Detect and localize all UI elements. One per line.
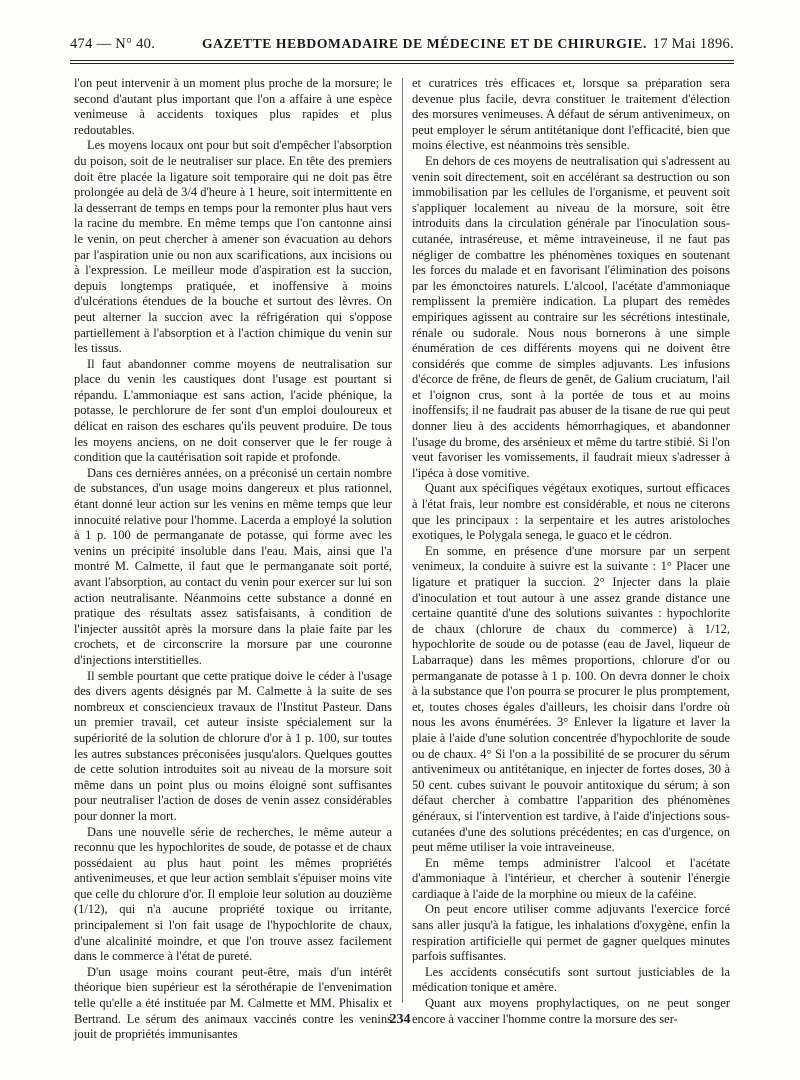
paragraph: En somme, en présence d'une morsure par un serpent venimeux, la conduite à suivre est la suivante : 1° Placer une ligature et pratiquer la succion. 2° Injecter dans la plaie d'inoculation et tout autour à une assez grande distance une certaine quantité d'une des solutions suivantes : hypochlorite de chaux (chlorure de chaux du commerce) à 1/12, hypochlorite de soude ou de potasse (eau de Javel, liqueur de Labarraque) dans les mêmes proportions, chlorure d'or ou permanganate de potasse à 1 p. 100. On devra donner le choix à la substance que l'on pourra se procurer le plus promptement, et, toutes choses égales d'ailleurs, les choisir dans l'ordre où nous les avons énumérées. 3° Enlever la ligature et laver la plaie à l'aide d'une solution concentrée d'hypochlorite de soude ou de chaux. 4° Si l'on a la possibilité de se procurer du sérum antivenimeux ou antitétanique, en injecter de fortes doses, 30 à 50 cent. cubes suivant le pouvoir antitoxique du sérum; à son défaut chercher à combattre l'apparition des phénomènes généraux, si l'intervention est tardive, à l'aide d'injections sous-cutanées d'une des solutions précédentes; en cas d'urgence, on peut même utiliser la voie intraveineuse. (412, 543, 730, 855)
paragraph: Les accidents consécutifs sont surtout justiciables de la médication tonique et amère. (412, 964, 730, 995)
paragraph: Il faut abandonner comme moyens de neutralisation sur place du venin les caustiques dont l'usage est pourtant si répandu. L'ammoniaque est sans action, l'acide phénique, la potasse, le perchlorure de fer sont d'un emploi douloureux et délicat en raison des eschares qu'ils peuvent produire. De tous les moyens anciens, on ne doit conserver que le fer rouge à condition que la cautérisation soit rapide et profonde. (74, 356, 392, 465)
paragraph: Il semble pourtant que cette pratique doive le céder à l'usage des divers agents désignés par M. Calmette à la suite de ses nombreux et consciencieux travaux de l'Institut Pasteur. Dans un premier travail, cet auteur insiste spécialement sur la supériorité de la solution de chlorure d'or à 1 p. 100, sur toutes les autres substances préconisées jusqu'alors. Quelques gouttes de cette solution introduites soit au niveau de la morsure soit même dans un point plus ou moins éloigné sont suffisantes pour neutraliser l'action de doses de venin assez considérables pour donner la mort. (74, 668, 392, 823)
paragraph: Les moyens locaux ont pour but soit d'empêcher l'absorption du poison, soit de le neutraliser sur place. En tête des premiers doit être placée la ligature soit temporaire qui ne doit pas être prolongée au delà de 3/4 d'heure à 1 heure, soit intermittente en la desserrant de temps en temps pour la remonter plus haut vers la racine du membre. En même temps que l'on cantonne ainsi le venin, on peut chercher à amener son évacuation au dehors par l'aspiration unie ou non aux scarifications, aux incisions ou à l'expression. Le meilleur mode d'aspiration est la succion, depuis longtemps pratiquée, et inoffensive à moins d'ulcérations étendues de la bouche et surtout des lèvres. On peut alterner la succion avec la réfrigération qui s'oppose partiellement à l'absorption et à l'action chimique du venin sur les tissus. (74, 138, 392, 356)
paragraph: En dehors de ces moyens de neutralisation qui s'adressent au venin soit directement, soit en accélérant sa destruction ou son immobilisation par les cellules de l'organisme, et peuvent soit s'appliquer localement au niveau de la morsure, soit être introduits dans la circulation générale par l'inoculation sous-cutanée, intraséreuse, et même intraveineuse, il ne faut pas négliger de combattre les phénomènes toxiques en soutenant les forces du malade et en favorisant l'élimination des poisons par les émonctoires naturels. L'alcool, l'acétate d'ammoniaque remplissent la première indication. La plupart des remèdes empiriques agissent au contraire sur les sécrétions intestinale, rénale ou sudorale. Nous nous bornerons à une simple énumération de ces différents moyens qui ne doivent être considérés que comme de simples adjuvants. Les infusions d'écorce de frêne, de fleurs de genêt, de Galium cruciatum, l'ail et l'oignon crus, sont à la portée de tous et au moins inoffensifs; il ne faudrait pas abuser de la tisane de rue qui peut donner lieu à des accidents hémorrhagiques, et abandonner l'usage du brome, des arsénieux et même du tartre stibié. Si l'on veut favoriser les vomissements, il faudrait mieux s'adresser à l'ipéca à dose vomitive. (412, 153, 730, 480)
journal-title: GAZETTE HEBDOMADAIRE DE MÉDECINE ET DE CHIRURGIE. (202, 36, 647, 51)
issue-date: 17 Mai 1896. (652, 36, 734, 52)
paragraph: En même temps administrer l'alcool et l'acétate d'ammoniaque à l'intérieur, et chercher à soutenir l'énergie cardiaque à l'aide de la morphine ou mieux de la caféine. (412, 855, 730, 901)
column-divider (402, 78, 403, 1003)
header-rule (70, 60, 734, 61)
paragraph: Quant aux moyens prophylactiques, on ne peut songer encore à vacciner l'homme contre la morsure des ser- (412, 996, 730, 1026)
paragraph: l'on peut intervenir à un moment plus proche de la morsure; le second d'autant plus important que l'on a affaire à une espèce venimeuse à accidents toxiques plus rapides et plus redoutables. (74, 76, 392, 137)
left-column (74, 76, 392, 1042)
right-column (412, 76, 730, 1026)
paragraph: D'un usage moins courant peut-être, mais d'un intérêt théorique bien supérieur est la sérothérapie de l'envenimation telle qu'elle a été instituée par M. Calmette et MM. Phisalix et Bertrand. Le sérum des animaux vaccinés contre les venins jouit de propriétés immunisantes (74, 964, 392, 1042)
paragraph: Quant aux spécifiques végétaux exotiques, surtout efficaces à l'état frais, leur nombre est considérable, et nous ne citerons que les principaux : la serpentaire et les autres aristoloches exotiques, le Polygala senega, le guaco et le cédron. (412, 481, 730, 543)
paragraph: Dans une nouvelle série de recherches, le même auteur a reconnu que les hypochlorites de soude, de potasse et de chaux possédaient au plus haut point les mêmes propriétés antivenimeuses, et que leur action semblait s'épuiser moins vite que celle du chlorure d'or. Il emploie leur solution au douzième (1/12), qui n'a aucune propriété toxique ou irritante, principalement si l'on fait usage de l'hypochlorite de chaux, d'une alcalinité moindre, et que l'on trouve assez facilement dans le commerce à l'état de pureté. (74, 824, 392, 964)
header-rule-double (70, 63, 734, 64)
paragraph: On peut encore utiliser comme adjuvants l'exercice forcé sans aller jusqu'à la fatigue, les inhalations d'oxygène, enfin la respiration artificielle qui permet de gagner quelques minutes parfois suffisantes. (412, 902, 730, 964)
paragraph: et curatrices très efficaces et, lorsque sa préparation sera devenue plus facile, devra constituer le traitement d'élection des morsures venimeuses. A défaut de sérum antivenimeux, on peut employer le sérum antitétanique dont l'efficacité, bien que moins élective, est néanmoins très sensible. (412, 76, 730, 153)
page-and-issue-number: 474 — N° 40. (70, 36, 156, 52)
page-folio: 234 (389, 1012, 411, 1027)
running-header (70, 36, 734, 58)
paragraph: Dans ces dernières années, on a préconisé un certain nombre de substances, d'un usage moins dangereux et plus rationnel, étant donné leur action sur les venins en même temps que leur innocuité relative pour l'homme. Lacerda a employé la solution à 1 p. 100 de permanganate de potasse, qui forme avec les venins un précipité insoluble dans l'eau. Mais, ainsi que l'a montré M. Calmette, il faut que le permanganate soit porté, avant l'absorption, au contact du venin pour exercer sur lui son action neutralisante. Néanmoins cette substance a donné en pratique des résultats assez satisfaisants, à condition de l'injecter aussitôt après la morsure dans la plaie faite par les crochets, et de circonscrire la morsure par une couronne d'injections interstitielles. (74, 465, 392, 667)
